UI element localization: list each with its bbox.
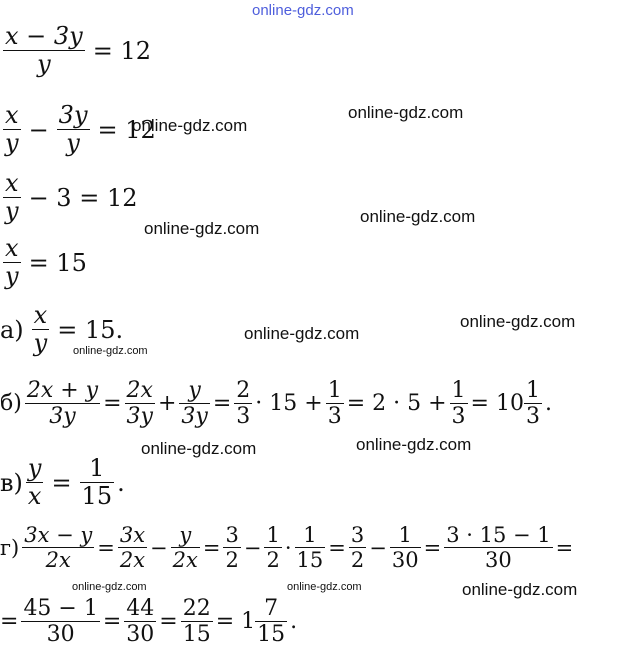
fraction — [349, 524, 366, 571]
fraction — [32, 303, 50, 356]
operator: = — [51, 468, 72, 497]
fraction — [3, 171, 21, 224]
equation-line-2 — [0, 103, 161, 156]
watermark: online-gdz.com — [141, 439, 257, 458]
denominator: 30 — [485, 548, 512, 573]
operator: = — [97, 535, 115, 560]
denominator: 30 — [126, 622, 155, 648]
operator: − — [243, 535, 262, 560]
operator: − — [150, 535, 168, 560]
numerator: y — [188, 378, 201, 403]
operator: = — [102, 609, 122, 635]
fraction — [124, 597, 156, 646]
equation-line-1 — [0, 24, 156, 77]
fraction — [171, 524, 200, 571]
denominator: 2 — [266, 548, 280, 573]
numerator: 3x − y — [24, 523, 93, 547]
equation-line-3 — [0, 171, 142, 224]
watermark: online-gdz.com — [287, 581, 362, 593]
numerator: x — [5, 234, 19, 262]
numerator: 44 — [126, 596, 155, 621]
numerator: 1 — [451, 378, 466, 403]
fraction — [524, 379, 542, 428]
fraction — [25, 379, 100, 428]
fraction — [21, 597, 99, 646]
numerator: 1 — [266, 523, 280, 547]
rhs: = 15 — [28, 248, 87, 277]
numerator: y — [27, 454, 42, 482]
part-label: а) — [0, 315, 24, 344]
fraction — [179, 379, 209, 428]
fraction — [326, 379, 344, 428]
fraction — [444, 524, 552, 571]
operator: = — [212, 391, 232, 417]
operator: = — [423, 535, 442, 560]
denominator: 15 — [81, 482, 113, 511]
fraction — [390, 524, 421, 571]
numerator: 3 — [350, 523, 365, 547]
fraction — [3, 103, 21, 156]
numerator: 7 — [264, 596, 279, 621]
expression-text: = 10 — [470, 391, 524, 417]
numerator: 2x + y — [26, 378, 99, 403]
numerator: 1 — [398, 523, 412, 547]
denominator: y — [66, 129, 80, 158]
numerator: 3 — [225, 523, 239, 547]
denominator: 2x — [119, 548, 146, 573]
denominator: 2x — [172, 548, 198, 573]
fraction — [3, 24, 85, 77]
rhs: = 12 — [97, 115, 156, 144]
numerator: 22 — [182, 596, 211, 621]
watermark: online-gdz.com — [356, 435, 472, 454]
fraction — [57, 103, 90, 156]
denominator: 3 — [327, 404, 342, 430]
numerator: x − 3y — [5, 22, 83, 50]
fraction — [181, 597, 213, 646]
numerator: y — [179, 523, 192, 547]
denominator: x — [27, 482, 42, 511]
expression-text: · 15 + — [255, 391, 323, 417]
numerator: 3x — [119, 523, 146, 547]
period: . — [117, 468, 125, 497]
operator: = — [328, 535, 346, 560]
fraction — [26, 456, 44, 509]
fraction — [118, 524, 147, 571]
numerator: 1 — [303, 523, 317, 547]
fraction — [22, 524, 94, 571]
denominator: 3y — [126, 404, 153, 430]
denominator: y — [5, 197, 19, 226]
denominator: y — [37, 50, 51, 79]
part-a — [0, 303, 128, 356]
numerator: x — [5, 169, 19, 197]
numerator: 1 — [89, 454, 105, 482]
denominator: y — [5, 262, 19, 291]
denominator: 3 — [451, 404, 466, 430]
part-b — [0, 379, 552, 428]
fraction — [80, 456, 115, 509]
denominator: y — [5, 129, 19, 158]
expression-text: = 1 — [215, 609, 256, 635]
rhs: = 12 — [92, 36, 152, 65]
numerator: 1 — [327, 378, 342, 403]
fraction — [125, 379, 155, 428]
operator: = — [555, 535, 574, 560]
operator: − — [28, 115, 49, 144]
operator: · — [284, 535, 292, 560]
period: . — [290, 609, 298, 635]
numerator: 2 — [236, 378, 251, 403]
fraction — [450, 379, 468, 428]
denominator: 15 — [296, 548, 324, 573]
denominator: 3 — [525, 404, 540, 430]
header-watermark: online-gdz.com — [252, 2, 354, 19]
fraction — [264, 524, 281, 571]
rhs: = 15. — [57, 315, 124, 344]
watermark: online-gdz.com — [360, 207, 476, 226]
numerator: 3y — [58, 101, 88, 129]
watermark: online-gdz.com — [144, 219, 260, 238]
part-g — [0, 524, 573, 571]
operator: + — [157, 391, 177, 417]
denominator: 30 — [46, 622, 75, 648]
watermark: online-gdz.com — [132, 116, 248, 135]
denominator: 3y — [49, 404, 76, 430]
watermark: online-gdz.com — [460, 312, 576, 331]
denominator: y — [33, 329, 48, 358]
denominator: 2 — [350, 548, 365, 573]
operator: = — [0, 609, 19, 635]
denominator: 3 — [236, 404, 251, 430]
fraction — [255, 597, 287, 646]
operator: − — [369, 535, 387, 560]
operator: = — [159, 609, 178, 635]
equation-line-4 — [0, 236, 92, 289]
rhs: − 3 = 12 — [28, 183, 138, 212]
denominator: 15 — [182, 622, 211, 648]
fraction — [295, 524, 326, 571]
numerator: 45 − 1 — [23, 596, 98, 621]
watermark: online-gdz.com — [348, 103, 464, 122]
operator: = — [202, 535, 221, 560]
part-label: г) — [0, 535, 20, 560]
fraction — [223, 524, 240, 571]
denominator: 15 — [257, 622, 286, 648]
part-v — [0, 456, 125, 509]
numerator: 1 — [525, 378, 540, 403]
fraction — [3, 236, 21, 289]
numerator: x — [5, 101, 19, 129]
numerator: 2x — [126, 378, 153, 403]
part-label: в) — [0, 468, 23, 497]
part-label: б) — [0, 391, 22, 417]
fraction — [234, 379, 252, 428]
watermark: online-gdz.com — [73, 345, 148, 357]
denominator: 30 — [391, 548, 419, 573]
operator: = — [103, 391, 122, 417]
watermark: online-gdz.com — [72, 581, 147, 593]
denominator: 2x — [45, 548, 71, 573]
numerator: 3 · 15 − 1 — [446, 523, 551, 547]
denominator: 2 — [225, 548, 239, 573]
watermark: online-gdz.com — [462, 580, 578, 599]
period: . — [544, 391, 552, 417]
denominator: 3y — [181, 404, 208, 430]
final-line — [0, 597, 297, 646]
numerator: x — [33, 301, 48, 329]
watermark: online-gdz.com — [244, 324, 360, 343]
expression-text: = 2 · 5 + — [346, 391, 447, 417]
